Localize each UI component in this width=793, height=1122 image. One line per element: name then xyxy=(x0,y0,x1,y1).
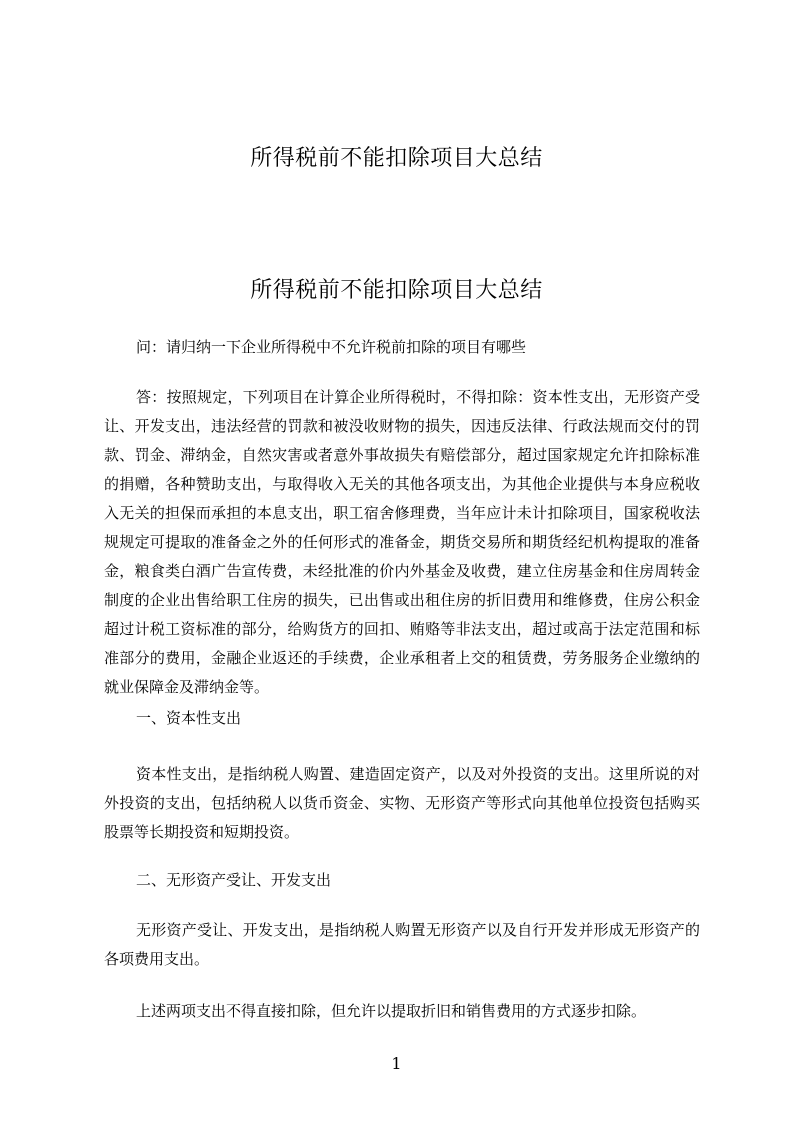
answer-paragraph: 答：按照规定，下列项目在计算企业所得税时，不得扣除：资本性支出，无形资产受让、开发支出，违法经营的罚款和被没收财物的损失，因违反法律、行政法规而交付的罚款、罚金、滞纳金，自然灾害或者意外事故损失有赔偿部分，超过国家规定允许扣除标准的捐赠，各种赞助支出，与取得收入无关的其他各项支出，为其他企业提供与本身应税收入无关的担保而承担的本息支出，职工宿舍修理费，当年应计未计扣除项目，国家税收法规规定可提取的准备金之外的任何形式的准备金，期货交易所和期货经纪机构提取的准备金，粮食类白酒广告宣传费，未经批准的价内外基金及收费，建立住房基金和住房周转金制度的企业出售给职工住房的损失，已出售或出租住房的折旧费用和维修费，住房公积金超过计税工资标准的部分，给购货方的回扣、贿赂等非法支出，超过或高于法定范围和标准部分的费用，金融企业返还的手续费，企业承租者上交的租赁费，劳务服务企业缴纳的就业保障金及滞纳金等。 xyxy=(104,388,700,696)
section-heading-intangible-assets: 二、无形资产受让、开发支出 xyxy=(136,871,332,889)
section-paragraph-intangible-assets: 无形资产受让、开发支出，是指纳税人购置无形资产以及自行开发并形成无形资产的各项费用支出。 xyxy=(104,921,700,968)
page-title: 所得税前不能扣除项目大总结 xyxy=(250,278,543,303)
question-paragraph: 问：请归纳一下企业所得税中不允许税前扣除的项目有哪些 xyxy=(136,338,527,356)
cover-title: 所得税前不能扣除项目大总结 xyxy=(250,146,543,171)
section-paragraph-capital-expenditure: 资本性支出，是指纳税人购置、建造固定资产，以及对外投资的支出。这里所说的对外投资的支出，包括纳税人以货币资金、实物、无形资产等形式向其他单位投资包括购买股票等长期投资和短期投资。 xyxy=(104,765,700,841)
section-paragraph-deduction-note: 上述两项支出不得直接扣除，但允许以提取折旧和销售费用的方式逐步扣除。 xyxy=(136,1002,647,1020)
section-heading-capital-expenditure: 一、资本性支出 xyxy=(136,709,242,727)
page-number: 1 xyxy=(391,1054,402,1073)
